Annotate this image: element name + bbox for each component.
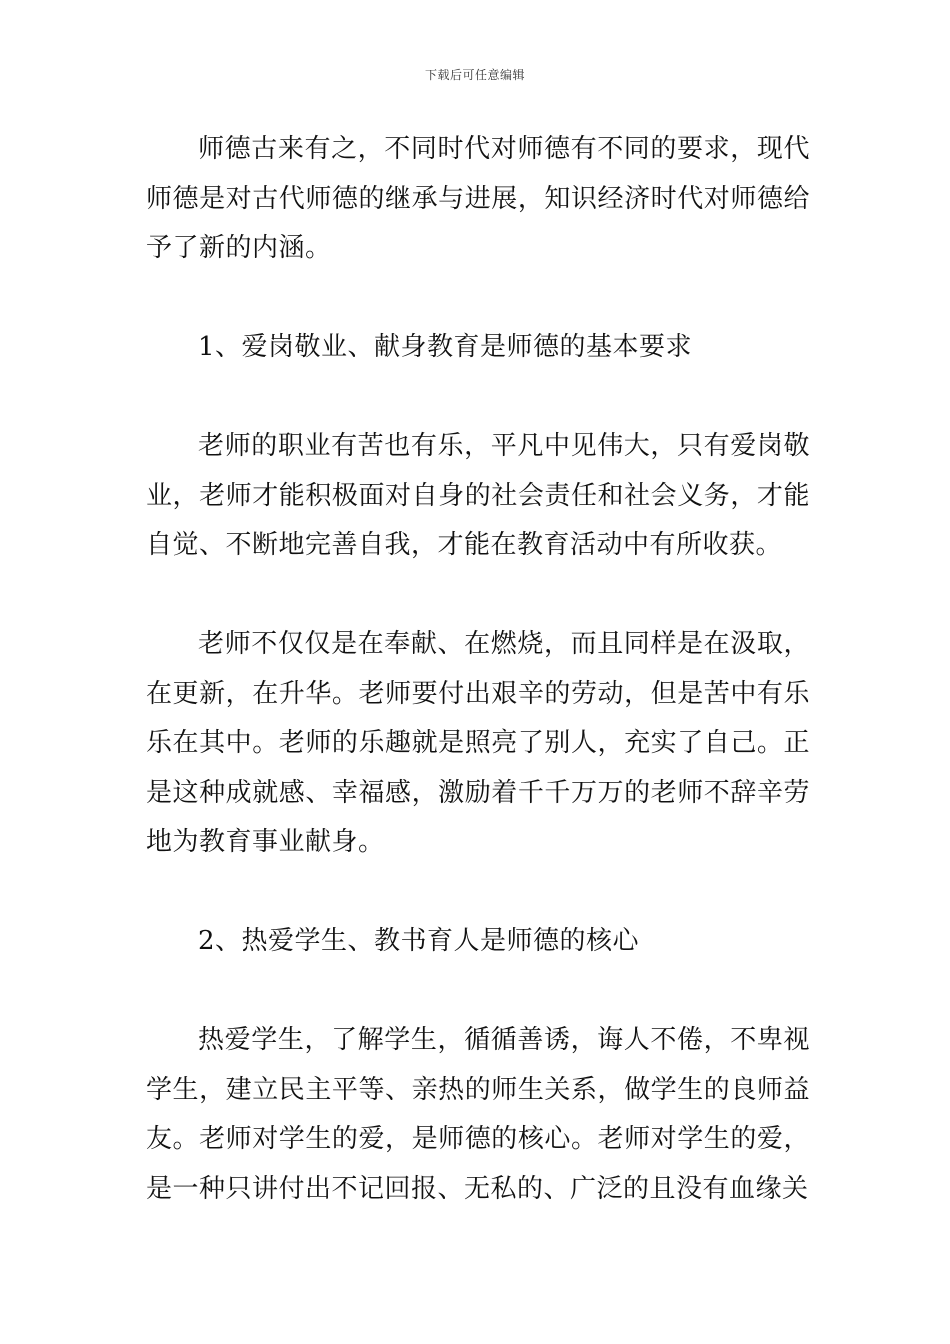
document-body bbox=[146, 125, 810, 1214]
section-heading-2: 2、热爱学生、教书育人是师德的核心 bbox=[198, 926, 640, 956]
page-header: 下载后可任意编辑 bbox=[424, 68, 525, 82]
paragraph-dedication: 老师的职业有苦也有乐，平凡中见伟大，只有爱岗敬业，老师才能积极面对自身的社会责任和社会义务，才能自觉、不断地完善自我，才能在教育活动中有所收获。 bbox=[146, 431, 810, 560]
section-heading-1: 1、爱岗敬业、献身教育是师德的基本要求 bbox=[198, 332, 693, 362]
paragraph-intro: 师德古来有之，不同时代对师德有不同的要求，现代师德是对古代师德的继承与进展，知识经济时代对师德给予了新的内涵。 bbox=[146, 134, 810, 263]
paragraph-love-students: 热爱学生，了解学生，循循善诱，诲人不倦，不卑视学生，建立民主平等、亲热的师生关系，做学生的良师益友。老师对学生的爱，是师德的核心。老师对学生的爱，是一种只讲付出不记回报、无私的、广泛的且没有血缘关 bbox=[146, 1025, 810, 1204]
paragraph-joy: 老师不仅仅是在奉献、在燃烧，而且同样是在汲取，在更新，在升华。老师要付出艰辛的劳动，但是苦中有乐乐在其中。老师的乐趣就是照亮了别人，充实了自己。正是这种成就感、幸福感，激励着千千万万的老师不辞辛劳地为教育事业献身。 bbox=[146, 629, 810, 857]
